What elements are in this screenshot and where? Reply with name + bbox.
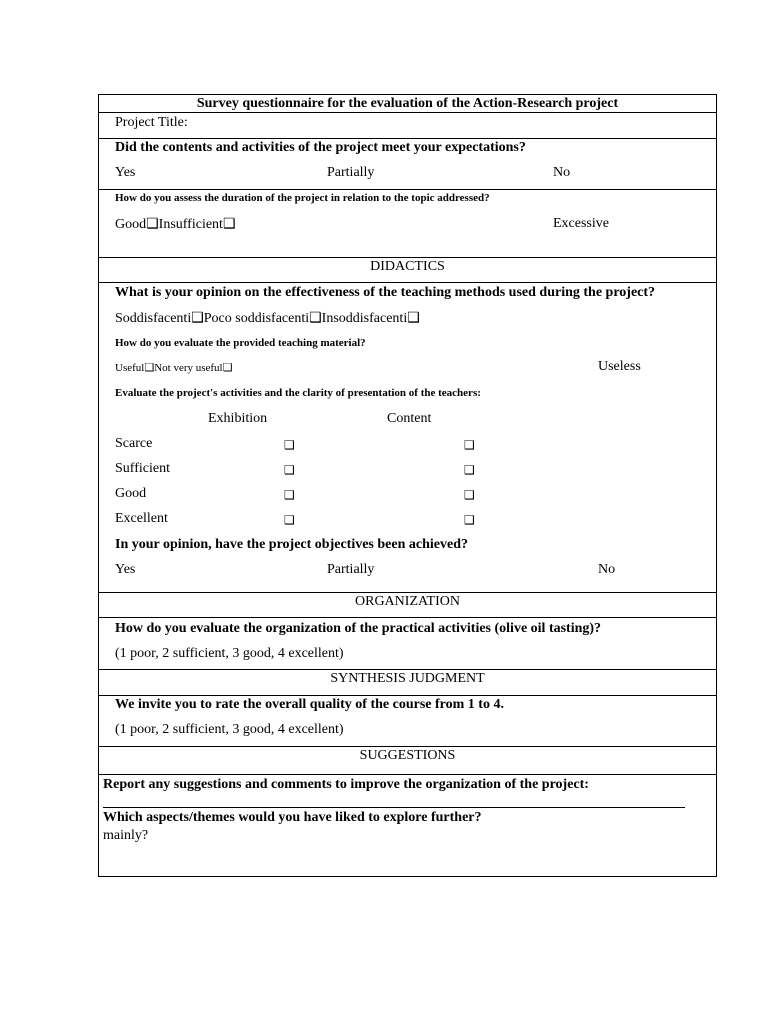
survey-form — [98, 94, 717, 877]
q1-option-partially[interactable]: Partially — [327, 165, 375, 180]
q5-row-label: Good — [115, 486, 147, 501]
q2-option-excessive[interactable]: Excessive — [553, 216, 609, 231]
row-divider — [99, 774, 716, 775]
q2-options[interactable]: Good❑Insufficient❑ — [115, 217, 236, 232]
section-didactics: DIDACTICS — [370, 259, 445, 274]
q5-exhibition-checkbox[interactable]: ❑ — [284, 488, 295, 502]
q6-option-partially[interactable]: Partially — [327, 562, 375, 577]
q5-col-exhibition: Exhibition — [208, 411, 268, 426]
form-title: Survey questionnaire for the evaluation of the Action-Research project — [196, 96, 619, 111]
section-synthesis-judgment: SYNTHESIS JUDGMENT — [330, 671, 485, 686]
q6-question: In your opinion, have the project objectives been achieved? — [115, 537, 468, 552]
section-suggestions: SUGGESTIONS — [359, 748, 456, 763]
row-divider — [99, 617, 716, 618]
row-divider — [99, 746, 716, 747]
q9-question: Report any suggestions and comments to improve the organization of the project: — [103, 777, 589, 792]
row-divider — [99, 282, 716, 283]
q10-continuation: mainly? — [103, 828, 149, 843]
q6-option-no[interactable]: No — [598, 562, 616, 577]
row-divider — [99, 669, 716, 670]
q5-exhibition-checkbox[interactable]: ❑ — [284, 463, 295, 477]
row-divider — [99, 138, 716, 139]
q7-question: How do you evaluate the organization of the practical activities (olive oil tasting)? — [115, 621, 602, 636]
q2-question: How do you assess the duration of the project in relation to the topic addressed? — [115, 192, 490, 204]
q5-content-checkbox[interactable]: ❑ — [464, 463, 475, 477]
q7-scale: (1 poor, 2 sufficient, 3 good, 4 excellent) — [115, 646, 344, 661]
section-organization: ORGANIZATION — [355, 594, 460, 609]
q5-row-label: Scarce — [115, 436, 153, 451]
q5-row-label: Sufficient — [115, 461, 170, 476]
project-title-label: Project Title: — [115, 115, 188, 130]
q5-question: Evaluate the project's activities and the clarity of presentation of the teachers: — [115, 387, 481, 399]
q5-exhibition-checkbox[interactable]: ❑ — [284, 438, 295, 452]
q5-exhibition-checkbox[interactable]: ❑ — [284, 513, 295, 527]
q8-scale: (1 poor, 2 sufficient, 3 good, 4 excellent) — [115, 722, 344, 737]
row-divider — [99, 112, 716, 113]
q1-option-no[interactable]: No — [553, 165, 571, 180]
q5-content-checkbox[interactable]: ❑ — [464, 438, 475, 452]
q8-question: We invite you to rate the overall quality of the course from 1 to 4. — [115, 697, 504, 712]
row-divider — [99, 257, 716, 258]
row-divider — [99, 695, 716, 696]
q5-row-label: Excellent — [115, 511, 168, 526]
q4-option-useless[interactable]: Useless — [598, 359, 641, 374]
q5-content-checkbox[interactable]: ❑ — [464, 513, 475, 527]
q1-question: Did the contents and activities of the project meet your expectations? — [115, 140, 526, 155]
q1-option-yes[interactable]: Yes — [115, 165, 136, 180]
q5-col-content: Content — [387, 411, 432, 426]
q10-question: Which aspects/themes would you have liked to explore further? — [103, 810, 482, 825]
q6-option-yes[interactable]: Yes — [115, 562, 136, 577]
q5-content-checkbox[interactable]: ❑ — [464, 488, 475, 502]
q4-options[interactable]: Useful❑Not very useful❑ — [115, 362, 233, 374]
q3-options[interactable]: Soddisfacenti❑Poco soddisfacenti❑Insoddisfacenti❑ — [115, 311, 420, 326]
answer-line[interactable] — [103, 807, 685, 808]
row-divider — [99, 592, 716, 593]
q3-question: What is your opinion on the effectiveness of the teaching methods used during the project? — [115, 285, 656, 300]
q4-question: How do you evaluate the provided teaching material? — [115, 337, 366, 349]
